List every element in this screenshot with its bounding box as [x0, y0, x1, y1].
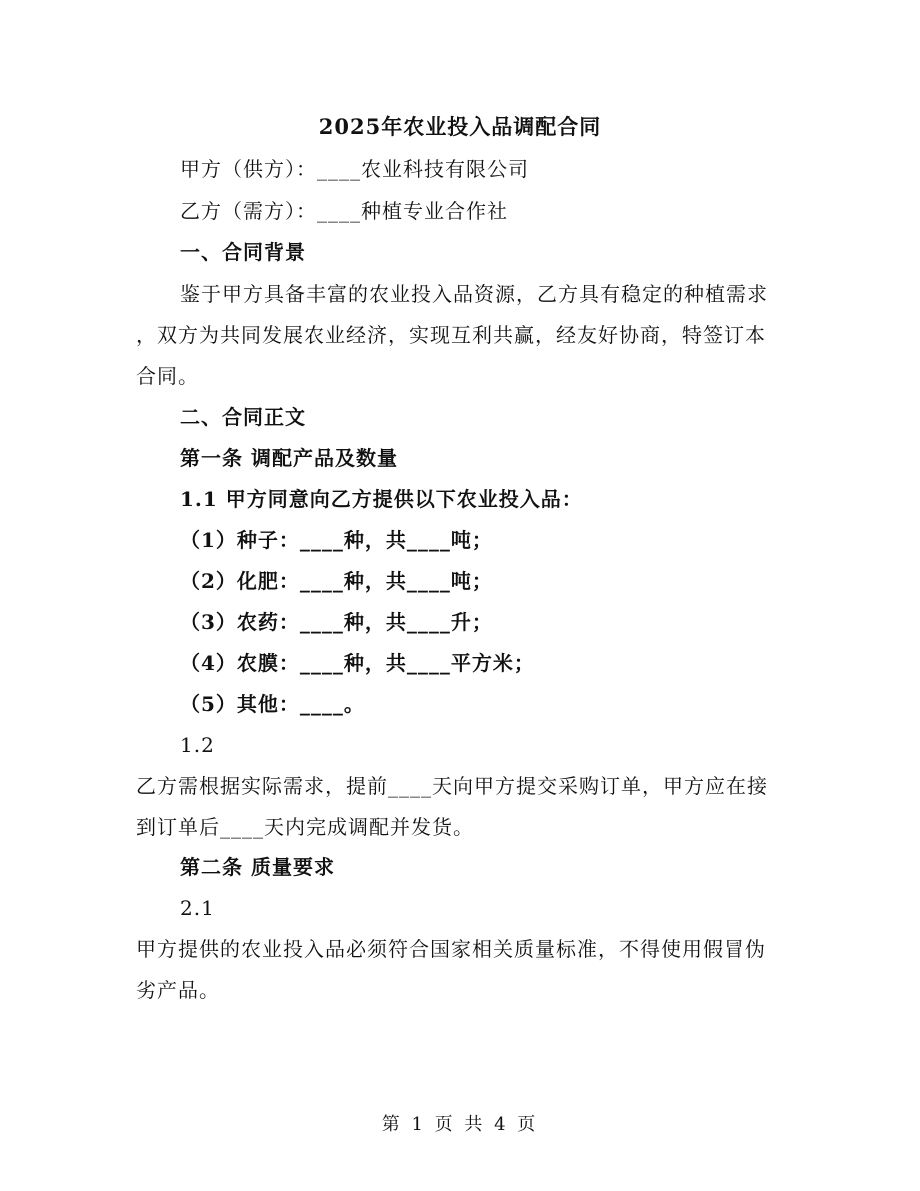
- party-b-line: 乙方（需方）：____种植专业合作社: [180, 199, 508, 223]
- clause-2-1-number: 2.1: [180, 896, 215, 920]
- clause-1-2-line: 乙方需根据实际需求，提前____天向甲方提交采购订单，甲方应在接: [136, 774, 768, 798]
- background-paragraph-line: 合同。: [136, 364, 199, 388]
- document-title: 2025年农业投入品调配合同: [318, 114, 602, 139]
- product-item-seeds: （1）种子：____种，共____吨；: [180, 528, 493, 552]
- party-a-line: 甲方（供方）：____农业科技有限公司: [180, 157, 529, 181]
- clause-1-2-number: 1.2: [180, 733, 215, 757]
- section-heading-background: 一、合同背景: [180, 240, 306, 264]
- clause-2-1-line: 甲方提供的农业投入品必须符合国家相关质量标准，不得使用假冒伪: [136, 937, 766, 961]
- clause-2-1-line: 劣产品。: [136, 978, 220, 1002]
- background-paragraph-line: 鉴于甲方具备丰富的农业投入品资源，乙方具有稳定的种植需求: [180, 282, 768, 306]
- product-item-film: （4）农膜：____种，共____平方米；: [180, 651, 535, 675]
- product-item-fertilizer: （2）化肥：____种，共____吨；: [180, 569, 493, 593]
- page-number-footer: 第 1 页 共 4 页: [381, 1114, 539, 1135]
- section-heading-body: 二、合同正文: [180, 405, 306, 429]
- product-item-pesticide: （3）农药：____种，共____升；: [180, 610, 493, 634]
- background-paragraph-line: ，双方为共同发展农业经济，实现互利共赢，经友好协商，特签订本: [136, 323, 766, 347]
- article-heading-products: 第一条 调配产品及数量: [180, 446, 398, 470]
- clause-1-2-line: 到订单后____天内完成调配并发货。: [136, 815, 474, 839]
- clause-1-1: 1.1 甲方同意向乙方提供以下农业投入品：: [180, 487, 583, 511]
- product-item-other: （5）其他：____。: [180, 692, 365, 716]
- article-heading-quality: 第二条 质量要求: [180, 855, 335, 879]
